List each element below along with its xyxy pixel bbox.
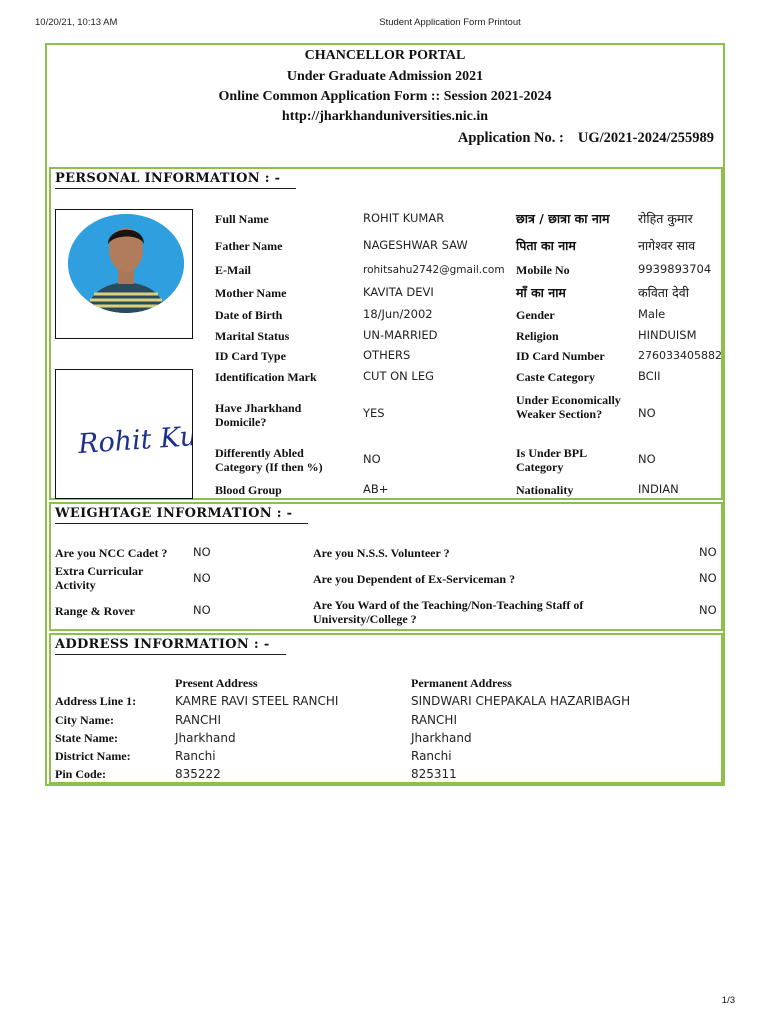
bpl-value: NO	[638, 452, 656, 466]
blood-group-value: AB+	[363, 482, 389, 496]
weightage-information-section	[49, 502, 723, 631]
dob-value: 18/Jun/2002	[363, 307, 433, 321]
caste-category-label: Caste Category	[516, 370, 595, 384]
dob-label: Date of Birth	[215, 308, 283, 322]
ncc-cadet-value: NO	[193, 545, 211, 559]
present-address-header: Present Address	[175, 676, 258, 690]
city-label: City Name:	[55, 713, 114, 727]
application-number	[458, 130, 714, 147]
permanent-district: Ranchi	[411, 749, 452, 763]
permanent-address-line1: SINDWARI CHEPAKALA HAZARIBAGH	[411, 694, 631, 708]
present-address-line1: KAMRE RAVI STEEL RANCHI	[175, 694, 339, 708]
nss-volunteer-label: Are you N.S.S. Volunteer ?	[313, 546, 450, 560]
applicant-photo	[55, 209, 193, 339]
present-city: RANCHI	[175, 713, 221, 727]
mobile-value: 9939893704	[638, 262, 712, 276]
permanent-state: Jharkhand	[411, 731, 472, 745]
blood-group-label: Blood Group	[215, 483, 282, 497]
state-label: State Name:	[55, 731, 118, 745]
email-value: rohitsahu2742@gmail.com	[363, 264, 505, 276]
email-label: E-Mail	[215, 263, 251, 277]
extra-curricular-label: Extra Curricular Activity	[55, 564, 144, 593]
father-name-label: Father Name	[215, 239, 283, 253]
application-number-label: Application No. :	[457, 130, 564, 146]
nss-volunteer-value: NO	[699, 545, 717, 559]
staff-ward-value: NO	[699, 603, 717, 617]
id-card-number-value: 276033405882	[638, 349, 722, 362]
address-information-section	[49, 633, 723, 784]
id-card-type-label: ID Card Type	[215, 349, 286, 363]
present-pin-code: 835222	[175, 767, 221, 781]
ews-value: NO	[638, 406, 656, 420]
father-name-hindi-value: नागेश्वर साव	[638, 238, 696, 253]
staff-ward-label: Are You Ward of the Teaching/Non-Teaching Staff of University/College ?	[313, 598, 584, 627]
present-state: Jharkhand	[175, 731, 236, 745]
religion-label: Religion	[516, 329, 559, 343]
mother-name-hindi-label: माँ का नाम	[516, 285, 566, 300]
ncc-cadet-label: Are you NCC Cadet ?	[55, 546, 168, 560]
marital-status-label: Marital Status	[215, 329, 290, 343]
permanent-city: RANCHI	[411, 713, 457, 727]
religion-value: HINDUISM	[638, 328, 697, 342]
ex-serviceman-value: NO	[699, 571, 717, 585]
gender-value: Male	[638, 307, 666, 321]
mobile-label: Mobile No	[516, 263, 570, 277]
admission-title: Under Graduate Admission 2021	[286, 69, 484, 84]
extra-curricular-value: NO	[193, 571, 211, 585]
id-card-type-value: OTHERS	[363, 348, 411, 362]
full-name-label: Full Name	[215, 212, 269, 226]
range-rover-value: NO	[193, 603, 211, 617]
applicant-signature	[55, 369, 193, 499]
print-header	[0, 17, 768, 31]
ex-serviceman-label: Are you Dependent of Ex-Serviceman ?	[313, 572, 516, 586]
father-name-value: NAGESHWAR SAW	[363, 238, 468, 252]
personal-information-section	[49, 167, 723, 500]
section-title: WEIGHTAGE INFORMATION : -	[55, 506, 308, 524]
application-form	[45, 43, 725, 786]
domicile-value: YES	[363, 406, 385, 420]
differently-abled-label: Differently Abled Category (If then %)	[215, 446, 323, 475]
mother-name-hindi-value: कविता देवी	[638, 285, 689, 300]
print-title: Student Application Form Printout	[379, 17, 521, 28]
range-rover-label: Range & Rover	[55, 604, 135, 618]
district-label: District Name:	[55, 749, 131, 763]
present-district: Ranchi	[175, 749, 216, 763]
page-number: 1/3	[721, 995, 735, 1006]
differently-abled-value: NO	[363, 452, 381, 466]
id-card-number-label: ID Card Number	[516, 349, 605, 363]
mother-name-value: KAVITA DEVI	[363, 285, 434, 299]
gender-label: Gender	[516, 308, 555, 322]
section-title: PERSONAL INFORMATION : -	[55, 171, 296, 189]
identification-mark-value: CUT ON LEG	[363, 369, 435, 383]
address-line1-label: Address Line 1:	[55, 694, 137, 708]
caste-category-value: BCII	[638, 369, 661, 383]
portal-url: http://jharkhanduniversities.nic.in	[281, 109, 489, 124]
form-header	[47, 45, 723, 167]
permanent-address-header: Permanent Address	[411, 676, 512, 690]
permanent-pin-code: 825311	[411, 767, 457, 781]
full-name-value: ROHIT KUMAR	[363, 211, 445, 225]
identification-mark-label: Identification Mark	[215, 370, 317, 384]
full-name-hindi-value: रोहित कुमार	[638, 211, 693, 226]
bpl-label: Is Under BPL Category	[516, 446, 587, 475]
application-number-value: UG/2021-2024/255989	[577, 130, 714, 146]
form-title: Online Common Application Form :: Session 2021-2024	[218, 89, 552, 104]
marital-status-value: UN-MARRIED	[363, 328, 438, 342]
nationality-value: INDIAN	[638, 482, 679, 496]
domicile-label: Have Jharkhand Domicile?	[215, 401, 302, 430]
portal-title: CHANCELLOR PORTAL	[304, 48, 466, 63]
father-name-hindi-label: पिता का नाम	[516, 238, 576, 253]
section-title: ADDRESS INFORMATION : -	[55, 637, 286, 655]
pin-code-label: Pin Code:	[55, 767, 106, 781]
mother-name-label: Mother Name	[215, 286, 287, 300]
print-datetime: 10/20/21, 10:13 AM	[35, 17, 118, 28]
full-name-hindi-label: छात्र / छात्रा का नाम	[516, 211, 610, 226]
signature-text: Rohit Kumar	[77, 417, 192, 461]
ews-label: Under Economically Weaker Section?	[516, 393, 621, 422]
nationality-label: Nationality	[516, 483, 574, 497]
